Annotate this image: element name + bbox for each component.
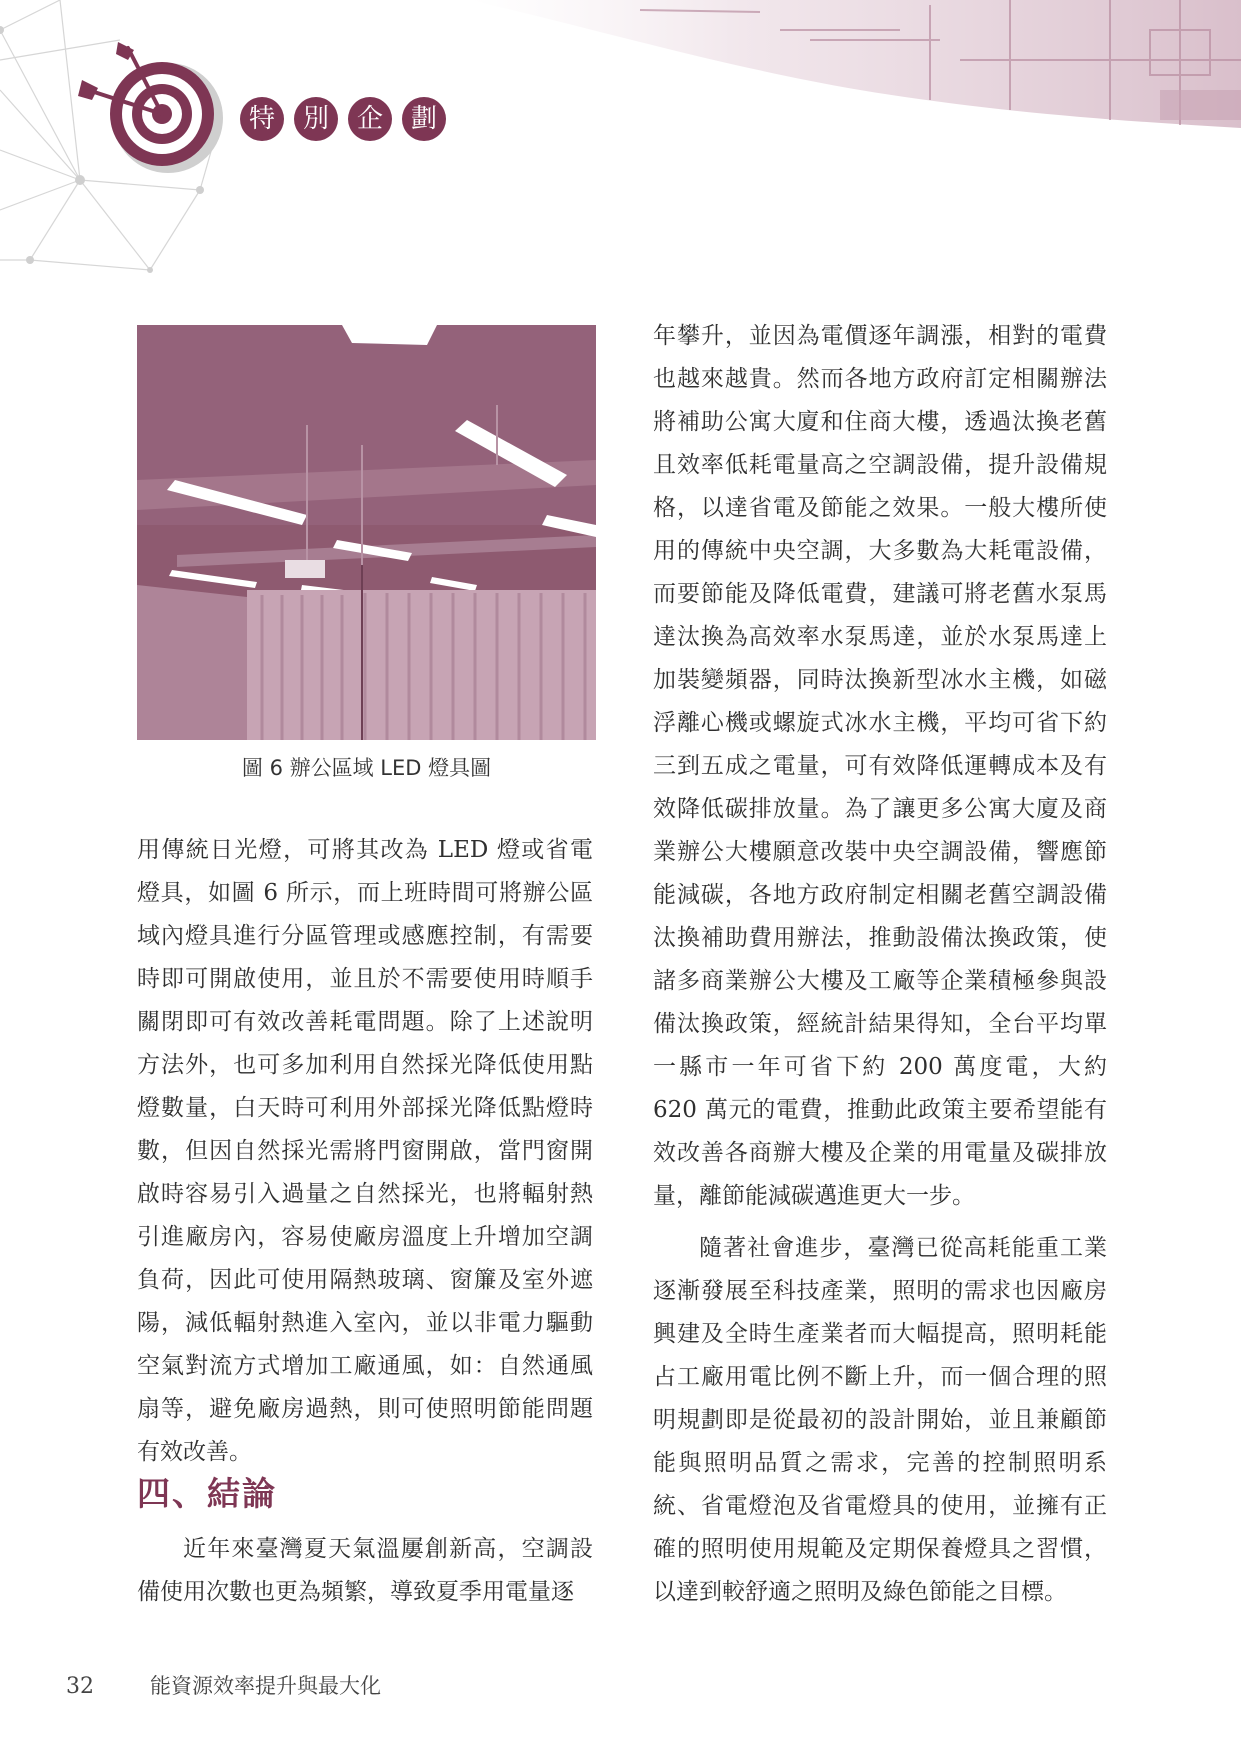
page-number: 32: [66, 1674, 94, 1699]
section-tag-char: 劃: [402, 97, 446, 141]
page-footer: [66, 1670, 381, 1700]
body-paragraph: 年攀升，並因為電價逐年調漲，相對的電費也越來越貴。然而各地方政府訂定相關辦法將補助公寓大廈和住商大樓，透過汰換老舊且效率低耗電量高之空調設備，提升設備規格，以達省電及節能之效果。一般大樓所使用的傳統中央空調，大多數為大耗電設備，而要節能及降低電費，建議可將老舊水泵馬達汰換為高效率水泵馬達，並於水泵馬達上加裝變頻器，同時汰換新型冰水主機，如磁浮離心機或螺旋式冰水主機，平均可省下約三到五成之電量，可有效降低運轉成本及有效降低碳排放量。為了讓更多公寓大廈及商業辦公大樓願意改裝中央空調設備，響應節能減碳，各地方政府制定相關老舊空調設備汰換補助費用辦法，推動設備汰換政策，使諸多商業辦公大樓及工廠等企業積極參與設備汰換政策，經統計結果得知，全台平均單一縣市一年可省下約 200 萬度電，大約 620 萬元的電費，推動此政策主要希望能有效改善各商辦大樓及企業的用電量及碳排放量，離節能減碳邁進更大一步。: [653, 323, 1107, 1209]
office-led-lighting-photo: [137, 325, 596, 740]
body-paragraph: 隨著社會進步，臺灣已從高耗能重工業逐漸發展至科技產業，照明的需求也因廠房興建及全時生產業者而大幅提高，照明耗能占工廠用電比例不斷上升，而一個合理的照明規劃即是從最初的設計開始，並且兼顧節能與照明品質之需求，完善的控制照明系統、省電燈泡及省電燈具的使用，並擁有正確的照明使用規範及定期保養燈具之習慣，以達到較舒適之照明及綠色節能之目標。: [653, 1235, 1107, 1605]
figure-caption: 圖 6 辦公區域 LED 燈具圖: [241, 756, 492, 780]
body-paragraph: 近年來臺灣夏天氣溫屢創新高，空調設備使用次數也更為頻繁，導致夏季用電量逐: [137, 1536, 593, 1605]
section-tag-char: 特: [240, 97, 284, 141]
body-paragraph: 用傳統日光燈，可將其改為 LED 燈或省電燈具，如圖 6 所示，而上班時間可將辦公區域內燈具進行分區管理或感應控制，有需要時即可開啟使用，並且於不需要使用時順手關閉即可有效改善耗電問題。除了上述說明方法外，也可多加利用自然採光降低使用點燈數量，白天時可利用外部採光降低點燈時數，但因自然採光需將門窗開啟，當門窗開啟時容易引入過量之自然採光，也將輻射熱引進廠房內，容易使廠房溫度上升增加空調負荷，因此可使用隔熱玻璃、窗簾及室外遮陽，減低輻射熱進入室內，並以非電力驅動空氣對流方式增加工廠通風，如：自然通風扇等，避免廠房過熱，則可使照明節能問題有效改善。: [137, 837, 593, 1465]
section-tag: [240, 97, 446, 141]
target-arrows-icon: [78, 38, 228, 188]
publication-title: 能資源效率提升與最大化: [150, 1674, 381, 1698]
section-heading: 四、結論: [137, 1474, 277, 1513]
section-tag-char: 別: [294, 97, 338, 141]
section-tag-char: 企: [348, 97, 392, 141]
